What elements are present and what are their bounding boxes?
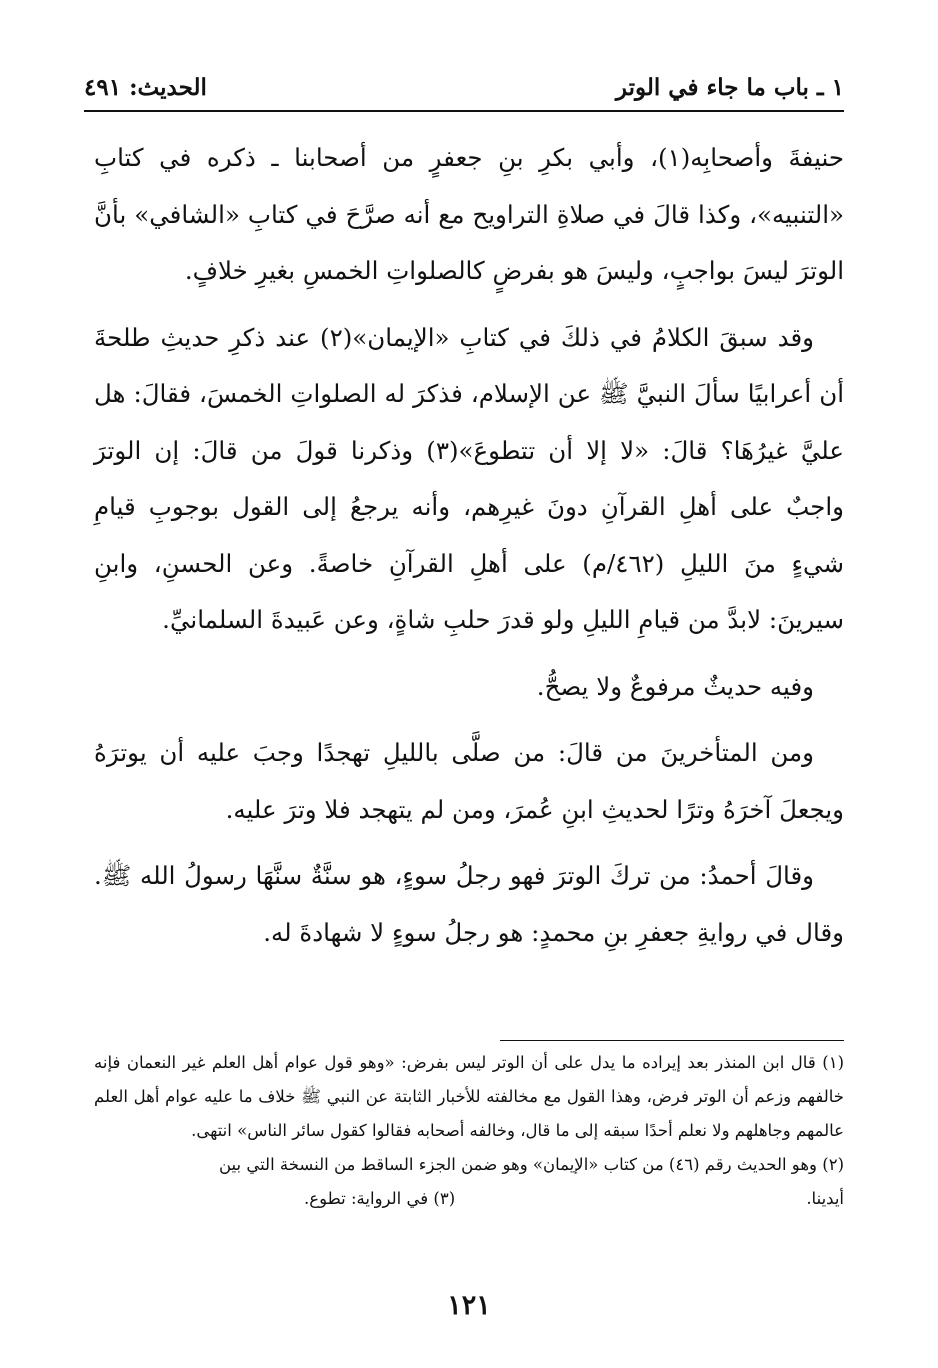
- chapter-title: ١ ـ باب ما جاء في الوتر: [615, 74, 844, 101]
- footnote-rule: [500, 1040, 844, 1041]
- footnote-1: (١) قال ابن المنذر بعد إيراده ما يدل على أن الوتر ليس بفرض: «وهو قول عوام أهل العلم غير النعمان فإنه خالفهم وزعم أن الوتر فرض، وهذا القول مع مخالفته للأخبار الثابتة عن النبي ﷺ خلاف ما عليه عوام أهل العلم عالمهم وجاهلهم ولا نعلم أحدًا سبقه إلى ما قال، وخالفه أصحابه فقالوا كقول سائر الناس» انتهى.: [94, 1053, 844, 1140]
- paragraph: ومن المتأخرينَ من قالَ: من صلَّى بالليلِ تهجدًا وجبَ عليه أن يوترَهُ ويجعلَ آخرَهُ وترًا لحديثِ ابنِ عُمرَ، ومن لم يتهجد فلا وترَ عليه.: [94, 738, 844, 824]
- footnote-last-line: [94, 1182, 844, 1216]
- running-header: [84, 74, 844, 108]
- paragraph: وفيه حديثٌ مرفوعٌ ولا يصحُّ.: [536, 671, 814, 701]
- paragraph: وقد سبقَ الكلامُ في ذلكَ في كتابِ «الإيمان»(٢) عند ذكرِ حديثِ طلحةَ أن أعرابيًا سألَ النبيَّ ﷺ عن الإسلام، فذكرَ له الصلواتِ الخمسَ، فقالَ: هل عليَّ غيرُهَا؟ قالَ: «لا إلا أن تتطوعَ»(٣) وذكرنا قولَ من قالَ: إن الوترَ واجبٌ على أهلِ القرآنِ دونَ غيرِهم، وأنه يرجعُ إلى القول بوجوبِ قيامِ شيءٍ منَ الليلِ (٤٦٢/م) على أهلِ القرآنِ خاصةً. وعن الحسنِ، وابنِ سيرينَ: لابدَّ من قيامِ الليلِ ولو قدرَ حلبِ شاةٍ، وعن عَبيدةَ السلمانيِّ.: [94, 322, 844, 634]
- footnote-2-end: أيدينا.: [806, 1189, 844, 1208]
- paragraph: حنيفةَ وأصحابِه(١)، وأبي بكرِ بنِ جعفرٍ من أصحابنا ـ ذكره في كتابِ «التنبيه»، وكذا قالَ في صلاةِ التراويح مع أنه صرَّحَ في كتابِ «الشافي» بأنَّ الوترَ ليسَ بواجبٍ، وليسَ هو بفرضٍ كالصلواتِ الخمسِ بغيرِ خلافٍ.: [94, 143, 844, 285]
- main-text: [94, 130, 844, 961]
- footnote-2: (٢) وهو الحديث رقم (٤٦) من كتاب «الإيمان» وهو ضمن الجزء الساقط من النسخة التي بين: [218, 1155, 844, 1174]
- header-rule: [84, 110, 844, 112]
- page-number: ١٢١: [447, 1290, 491, 1321]
- paragraph: وقالَ أحمدُ: من تركَ الوترَ فهو رجلُ سوءٍ، هو سنَّةٌ سنَّهَا رسولُ الله ﷺ. وقال في روايةِ جعفرِ بنِ محمدٍ: هو رجلُ سوءٍ لا شهادةَ له.: [94, 861, 844, 947]
- footnote-3: (٣) في الرواية: تطوع.: [304, 1189, 456, 1208]
- hadith-number: الحديث: ٤٩١: [84, 74, 207, 101]
- footnotes: [94, 1046, 844, 1216]
